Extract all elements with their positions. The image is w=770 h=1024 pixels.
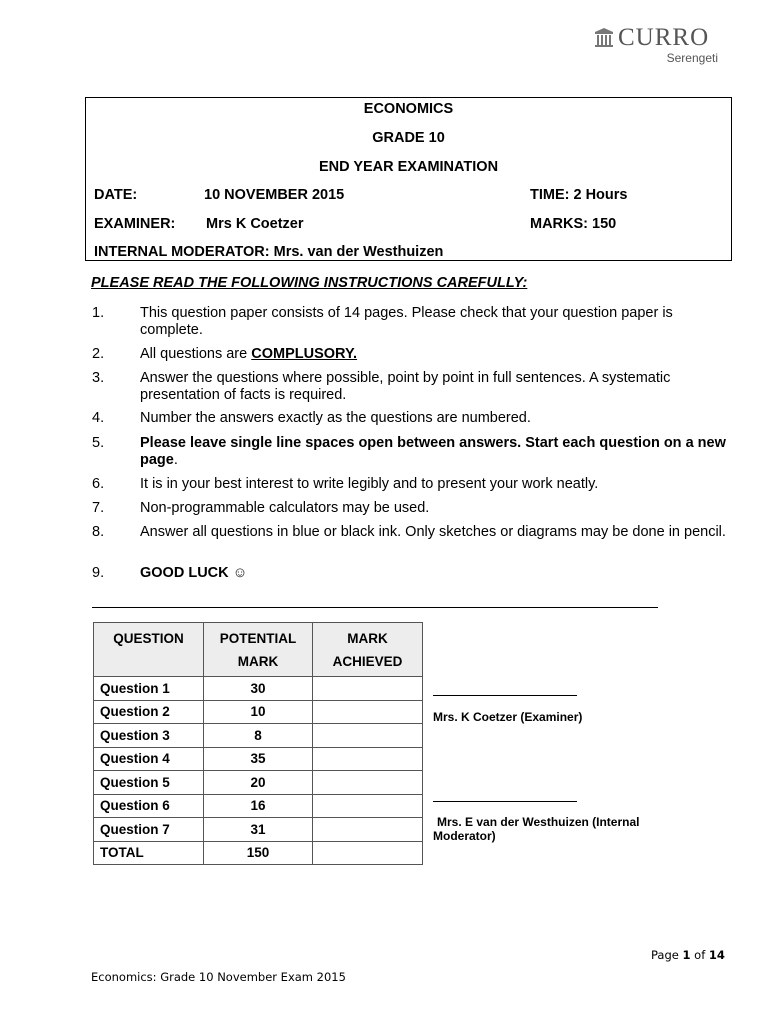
page-total: 14 bbox=[708, 948, 725, 962]
instruction-item bbox=[92, 370, 732, 404]
table-row bbox=[94, 677, 423, 701]
page-prefix: Page bbox=[651, 948, 683, 962]
school-logo bbox=[594, 26, 724, 66]
instruction-text: It is in your best interest to write legibly and to present your work neatly. bbox=[140, 476, 599, 492]
instruction-text bbox=[140, 565, 730, 582]
header-question bbox=[94, 623, 204, 677]
examiner-signature-name: Mrs. K Coetzer (Examiner) bbox=[433, 710, 583, 724]
potential-mark-cell: 35 bbox=[204, 747, 313, 771]
subject-title: ECONOMICS bbox=[363, 101, 454, 117]
table-row bbox=[94, 794, 423, 818]
instruction-text: Number the answers exactly as the questions are numbered. bbox=[140, 410, 531, 426]
compulsory-emphasis: COMPLUSORY. bbox=[251, 346, 358, 362]
instruction-text-plain: . bbox=[173, 452, 178, 468]
examiner-value: Mrs K Coetzer bbox=[206, 216, 304, 232]
instruction-number: 3. bbox=[92, 370, 105, 386]
question-cell: Question 7 bbox=[94, 818, 204, 842]
footer-title: Economics: Grade 10 November Exam 2015 bbox=[91, 970, 346, 984]
header-potential-mark bbox=[204, 623, 313, 677]
logo-campus: Serengeti bbox=[666, 51, 718, 65]
question-cell: Question 2 bbox=[94, 700, 204, 724]
instruction-text: This question paper consists of 14 pages. Please check that your question paper is complete. bbox=[140, 305, 673, 338]
logo-brand: CURRO bbox=[618, 24, 710, 51]
instruction-number: 5. bbox=[92, 435, 105, 451]
instruction-number: 4. bbox=[92, 410, 105, 426]
table-row bbox=[94, 818, 423, 842]
instruction-text: Non-programmable calculators may be used. bbox=[140, 500, 430, 516]
exam-header-box bbox=[85, 97, 732, 261]
moderator-signature-name-2: Moderator) bbox=[433, 829, 496, 843]
header-mark-achieved bbox=[313, 623, 423, 677]
smiley-icon: ☺ bbox=[228, 565, 248, 581]
instruction-number: 7. bbox=[92, 500, 105, 516]
date-value: 10 NOVEMBER 2015 bbox=[204, 187, 345, 203]
potential-mark-cell: 8 bbox=[204, 724, 313, 748]
instruction-number: 1. bbox=[92, 305, 105, 321]
instruction-item bbox=[92, 435, 732, 469]
achieved-mark-cell[interactable] bbox=[313, 771, 423, 795]
achieved-mark-cell[interactable] bbox=[313, 677, 423, 701]
moderator-signature-name-1: Mrs. E van der Westhuizen (Internal bbox=[437, 815, 640, 829]
header-potential-label-2: MARK bbox=[237, 654, 279, 669]
question-cell: Question 6 bbox=[94, 794, 204, 818]
table-row bbox=[94, 747, 423, 771]
instruction-text bbox=[140, 435, 730, 469]
total-achieved-cell[interactable] bbox=[313, 841, 423, 865]
moderator-line: INTERNAL MODERATOR: Mrs. van der Westhuizen bbox=[94, 244, 444, 260]
table-row bbox=[94, 724, 423, 748]
examiner-label: EXAMINER: bbox=[94, 216, 176, 232]
instruction-item bbox=[92, 565, 732, 582]
potential-mark-cell: 16 bbox=[204, 794, 313, 818]
achieved-mark-cell[interactable] bbox=[313, 724, 423, 748]
instruction-item bbox=[92, 500, 732, 517]
instruction-item bbox=[92, 346, 732, 363]
total-label-cell: TOTAL bbox=[94, 841, 204, 865]
question-cell: Question 3 bbox=[94, 724, 204, 748]
achieved-mark-cell[interactable] bbox=[313, 818, 423, 842]
instruction-text: Answer the questions where possible, point by point in full sentences. A systematic presentation of facts is required. bbox=[140, 370, 671, 403]
potential-mark-cell: 20 bbox=[204, 771, 313, 795]
achieved-mark-cell[interactable] bbox=[313, 794, 423, 818]
table-header-row bbox=[94, 623, 423, 677]
question-cell: Question 5 bbox=[94, 771, 204, 795]
potential-mark-cell: 31 bbox=[204, 818, 313, 842]
potential-mark-cell: 10 bbox=[204, 700, 313, 724]
instruction-text bbox=[140, 346, 730, 363]
instruction-item bbox=[92, 524, 732, 541]
marks-value: MARKS: 150 bbox=[530, 216, 617, 232]
instruction-number: 6. bbox=[92, 476, 105, 492]
potential-mark-cell: 30 bbox=[204, 677, 313, 701]
table-row bbox=[94, 771, 423, 795]
marks-table bbox=[93, 622, 423, 865]
moderator-signature-line bbox=[433, 801, 577, 802]
divider-line bbox=[92, 607, 658, 608]
grade-title: GRADE 10 bbox=[372, 130, 445, 146]
page-number bbox=[651, 948, 725, 962]
instruction-number: 2. bbox=[92, 346, 105, 362]
instruction-text-plain: All questions are bbox=[140, 346, 252, 362]
date-label: DATE: bbox=[94, 187, 138, 203]
instruction-item bbox=[92, 305, 732, 339]
instruction-number: 9. bbox=[92, 565, 105, 581]
total-potential-cell: 150 bbox=[204, 841, 313, 865]
header-potential-label: POTENTIAL bbox=[219, 631, 297, 646]
examiner-signature-line bbox=[433, 695, 577, 696]
good-luck-text: GOOD LUCK bbox=[140, 565, 229, 581]
table-row bbox=[94, 700, 423, 724]
question-cell: Question 4 bbox=[94, 747, 204, 771]
achieved-mark-cell[interactable] bbox=[313, 747, 423, 771]
building-icon bbox=[594, 28, 614, 48]
instruction-item bbox=[92, 476, 732, 493]
instruction-text-bold: Please leave single line spaces open between answers. Start each question on a new page bbox=[140, 435, 726, 468]
instruction-item bbox=[92, 410, 732, 427]
page-of: of bbox=[690, 948, 709, 962]
instruction-text: Answer all questions in blue or black ink. Only sketches or diagrams may be done in pencil. bbox=[140, 524, 726, 540]
instructions-title: PLEASE READ THE FOLLOWING INSTRUCTIONS CAREFULLY: bbox=[91, 275, 528, 291]
page-current: 1 bbox=[682, 948, 691, 962]
achieved-mark-cell[interactable] bbox=[313, 700, 423, 724]
question-cell: Question 1 bbox=[94, 677, 204, 701]
instruction-number: 8. bbox=[92, 524, 105, 540]
time-value: TIME: 2 Hours bbox=[530, 187, 628, 203]
exam-title: END YEAR EXAMINATION bbox=[318, 159, 499, 175]
header-achieved-label-2: ACHIEVED bbox=[332, 654, 403, 669]
table-total-row bbox=[94, 841, 423, 865]
header-achieved-label: MARK bbox=[347, 631, 388, 646]
header-question-label: QUESTION bbox=[113, 631, 184, 646]
